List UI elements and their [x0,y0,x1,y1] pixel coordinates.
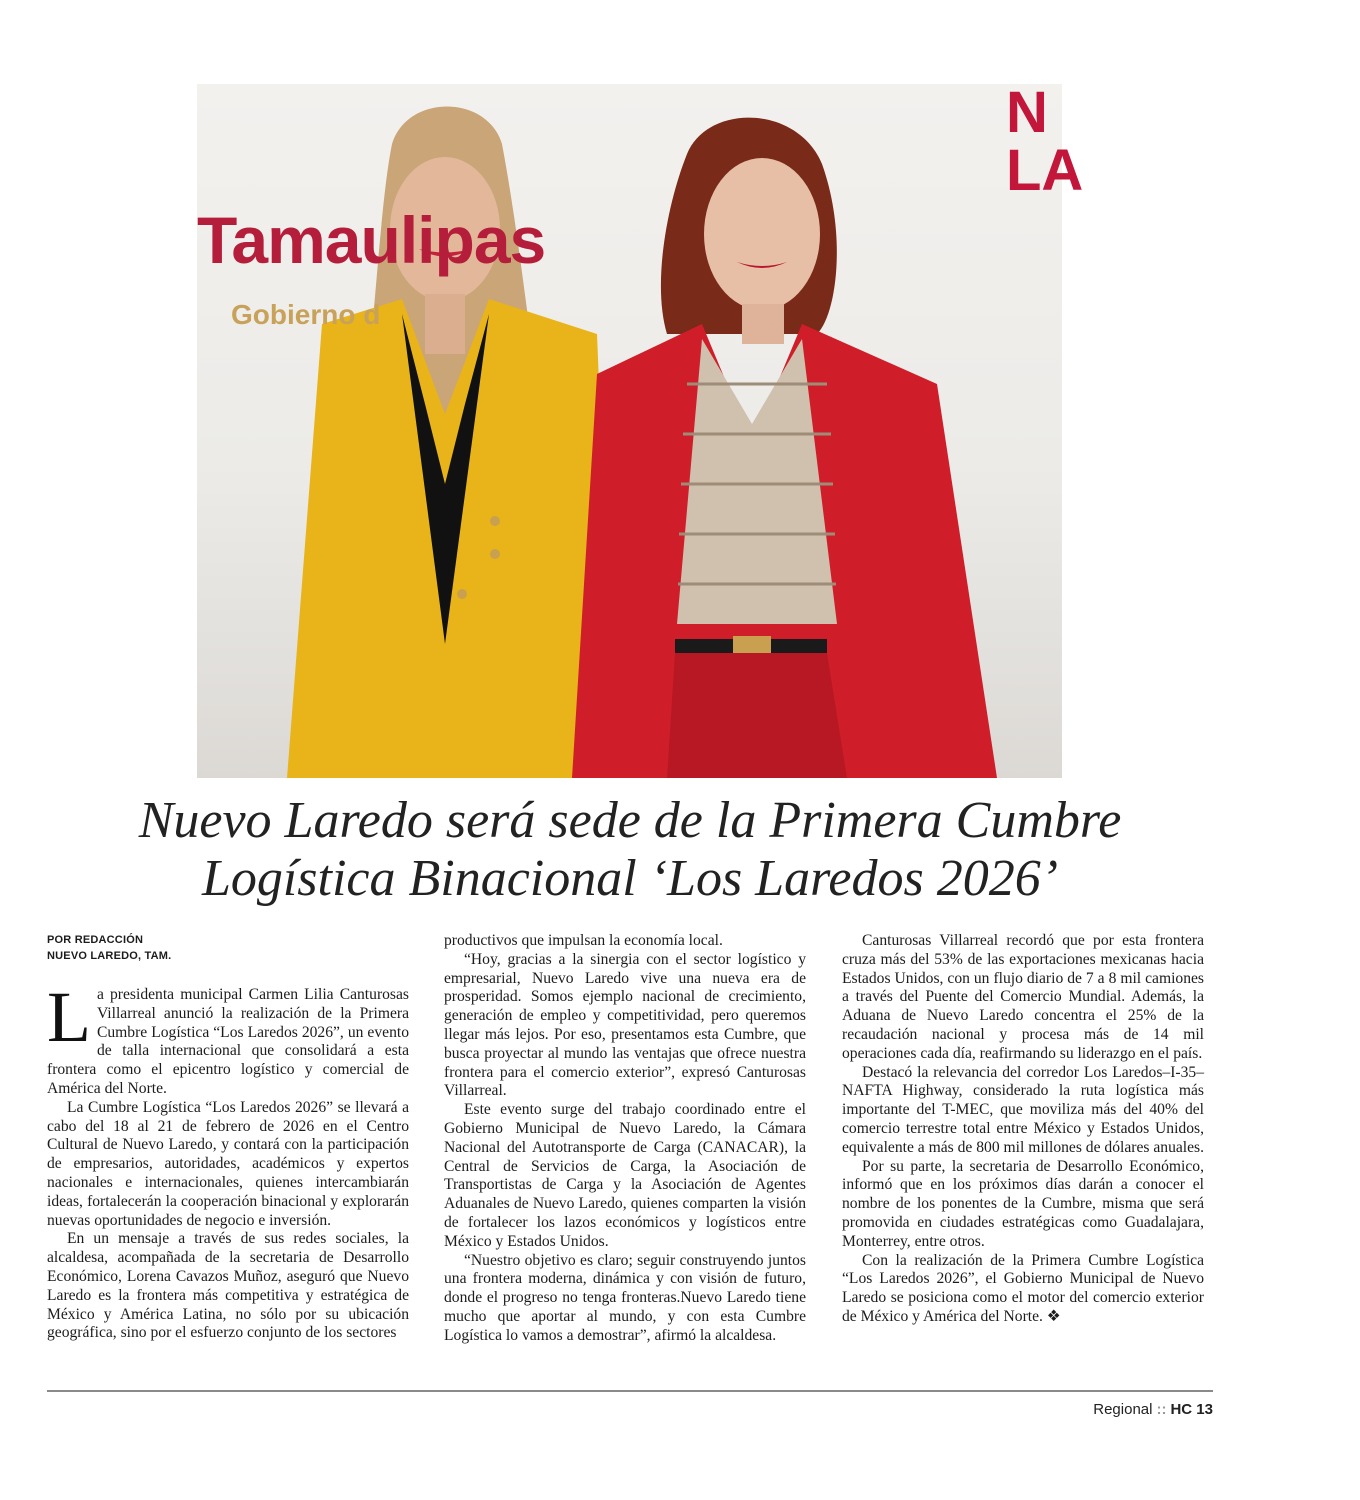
article-paragraph: Este evento surge del trabajo coordinado entre el Gobierno Municipal de Nuevo Laredo, la Cámara Nacional del Autotransporte de Carga (CANACAR), la Central de Servicios de Carga, la Asociación de Transportistas de Carga y la Asociación de Agentes Aduanales de Nuevo Laredo, quienes comparten la visión de fortalecer los lazos económicos y logísticos entre México y Estados Unidos. [444,1101,806,1250]
article-paragraph: productivos que impulsan la economía local. [444,932,723,949]
page-title: Nuevo Laredo será sede de la Primera Cumbre Logística Binacional ‘Los Laredos 2026’ [138,792,1122,907]
article-column-3 [842,932,1204,1327]
drop-cap: L [47,977,91,1057]
wall-logo-mark: N LA [1006,80,1084,203]
article-paragraph: Con la realización de la Primera Cumbre Logística “Los Laredos 2026”, el Gobierno Municipal de Nuevo Laredo se posiciona como el motor del comercio exterior de México y América del Norte. ❖ [842,1251,1204,1325]
page-number: HC 13 [1170,1401,1213,1418]
article-paragraph: En un mensaje a través de sus redes sociales, la alcaldesa, acompañada de la secretaria de Desarrollo Económico, Lorena Cavazos Muñoz, aseguró que Nuevo Laredo es la frontera más competitiva y estratégica de México y América Latina, no sólo por su ubicación geográfica, sino por el esfuerzo conjunto de los sectores [47,1230,409,1342]
wall-logo-text: Tamaulipas [197,203,546,277]
wall-logo-subtext: Gobierno d [231,299,381,330]
byline-location: NUEVO LAREDO, TAM. [47,950,172,962]
page-folio [1093,1401,1213,1418]
footer-divider [47,1390,1213,1392]
section-name: Regional [1093,1401,1153,1418]
article-paragraph: La presidenta municipal Carmen Lilia Canturosas Villarreal anunció la realización de la Primera Cumbre Logística “Los Laredos 2026”, un evento de talla internacional que consolidará a esta frontera como el epicentro logístico y comercial de América del Norte. [47,977,409,1097]
folio-separator: :: [1156,1401,1167,1418]
article-paragraph: Canturosas Villarreal recordó que por esta frontera cruza más del 53% de las exportaciones mexicanas hacia Estados Unidos, con un flujo diario de 7 a 8 mil camiones a través del Puente del Comercio Mundial. Además, la Aduana de Nuevo Laredo concentra el 25% de la recaudación nacional y procesa más de 14 mil operaciones cada día, reafirmando su liderazgo en el país. [842,932,1204,1062]
article-paragraph: “Hoy, gracias a la sinergia con el sector logístico y empresarial, Nuevo Laredo vive una nueva era de prosperidad. Somos ejemplo nacional de crecimiento, generación de empleo y competitividad, pero queremos llegar más lejos. Por eso, presentamos esta Cumbre, que busca proyectar al mundo las ventajas que ofrece nuestra frontera para el comercio exterior”, expresó Canturosas Villarreal. [444,950,806,1100]
article-column-2 [444,932,806,1346]
article-paragraph: “Nuestro objetivo es claro; seguir construyendo juntos una frontera moderna, dinámica y con visión de futuro, donde el progreso no tenga fronteras.Nuevo Laredo tiene mucho que aportar al mundo, y con esta Cumbre Logística lo vamos a demostrar”, afirmó la alcaldesa. [444,1251,806,1344]
photo-illustration [197,84,1062,778]
article-photo [197,80,1084,778]
article-paragraph: La Cumbre Logística “Los Laredos 2026” se llevará a cabo del 18 al 21 de febrero de 2026 en el Centro Cultural de Nuevo Laredo, y contará con la participación de empresarios, autoridades, académicos y expertos nacionales e internacionales, quienes intercambiarán ideas, fortalecerán la cooperación binacional y explorarán nuevas oportunidades de negocio e inversión. [47,1098,409,1229]
byline-author: POR REDACCIÓN [47,934,144,946]
article-column-1 [47,932,409,1343]
byline [47,932,409,964]
article-paragraph: Destacó la relevancia del corredor Los Laredos–I-35–NAFTA Highway, considerado la ruta logística más importante del T-MEC, que moviliza más del 40% del comercio terrestre total entre México y Estados Unidos, equivalente a más de 800 mil millones de dólares anuales. [842,1063,1205,1156]
article-paragraph: Por su parte, la secretaria de Desarrollo Económico, informó que en los próximos días darán a conocer el nombre de los ponentes de la Cumbre, misma que será promovida en ciudades estratégicas como Guadalajara, Monterrey, entre otros. [842,1157,1204,1250]
